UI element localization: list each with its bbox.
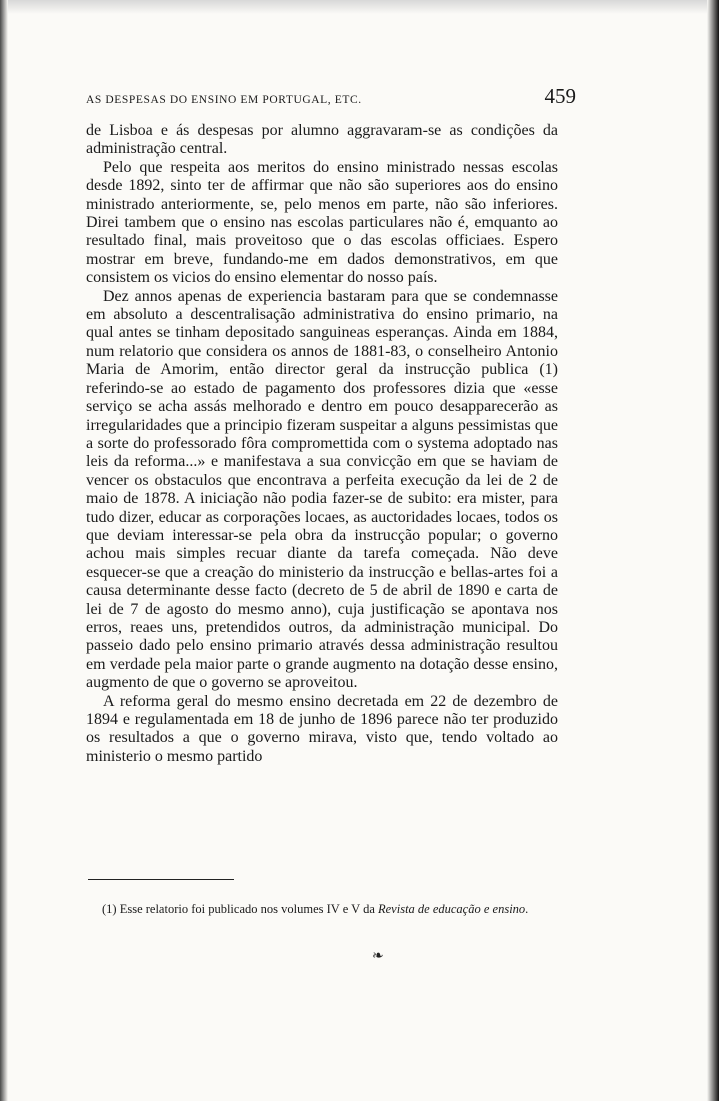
footnote-end: . [525, 902, 529, 916]
paragraph-3: Dez annos apenas de experiencia bastaram para que se condemnasse em absoluto a descentralisação administrativa do ensino primario, na qual antes se tinham depositado sanguineas esperanças. Ainda em 1884, num relatorio que considera os annos de 1881-83, o conselheiro Antonio Maria de Amorim, então director geral da instrucção publica (1) referindo-se ao estado de pagamento dos professores dizia que «esse serviço se acha assás melhorado e dentro em pouco desapparecerão as irregularidades que a principio fizeram suspeitar a alguns pessimistas que a sorte do professorado fôra compromettida com o systema adoptado nas leis da reforma...» e manifestava a sua convicção em que se haviam de vencer os obstaculos que encontrava a perfeita execução da lei de 2 de maio de 1878. A iniciação não podia fazer-se de subito: era mister, para tudo dizer, educar as corporações locaes, as auctoridades locaes, todos os que deviam interessar-se pela obra da instrucção popular; o governo achou mais simples recuar diante da tarefa começada. Não deve esquecer-se que a creação do ministerio da instrucção e bellas-artes foi a causa determinante desse facto (decreto de 5 de abril de 1890 e carta de lei de 7 de agosto do mesmo anno), cuja justificação se apontava nos erros, reaes uns, pretendidos outros, da administração municipal. Do passeio dado pelo ensino primario através dessa administração resultou em verdade pela maior parte o grande augmento na dotação desse ensino, augmento de que o governo se aproveitou. [86, 287, 558, 692]
footnote-rule [88, 879, 234, 880]
footnote [86, 902, 560, 917]
running-head: AS DESPESAS DO ENSINO EM PORTUGAL, ETC. [86, 94, 362, 106]
paragraph-2: Pelo que respeita aos meritos do ensino ministrado nessas escolas desde 1892, sinto ter de affirmar que não são superiores aos do ensino ministrado anteriormente, se, pelo menos em parte, não são inferiores. Direi tambem que o ensino nas escolas particulares não é, emquanto ao resultado final, mais proveitoso que o das escolas officiaes. Espero mostrar em breve, fundando-me em dados demonstrativos, em que consistem os vicios do ensino elementar do nosso país. [86, 158, 558, 287]
scan-top-edge [0, 0, 719, 14]
page-header [86, 84, 576, 109]
footnote-journal-title: Revista de educação e ensino [378, 902, 526, 916]
page-number: 459 [544, 84, 576, 108]
printer-ornament: ❧ [372, 948, 384, 964]
scan-left-edge [0, 0, 8, 1101]
body-text [86, 122, 558, 766]
scan-right-edge [707, 0, 719, 1101]
paragraph-4: A reforma geral do mesmo ensino decretada em 22 de dezembro de 1894 e regulamentada em 18 de junho de 1896 parece não ter produzido os resultados a que o governo mirava, visto que, tendo voltado ao ministerio o mesmo partido [86, 692, 558, 765]
footnote-text: (1) Esse relatorio foi publicado nos volumes IV e V da [102, 902, 378, 916]
paragraph-1: de Lisboa e ás despesas por alumno aggravaram-se as condições da administração central. [86, 122, 558, 158]
